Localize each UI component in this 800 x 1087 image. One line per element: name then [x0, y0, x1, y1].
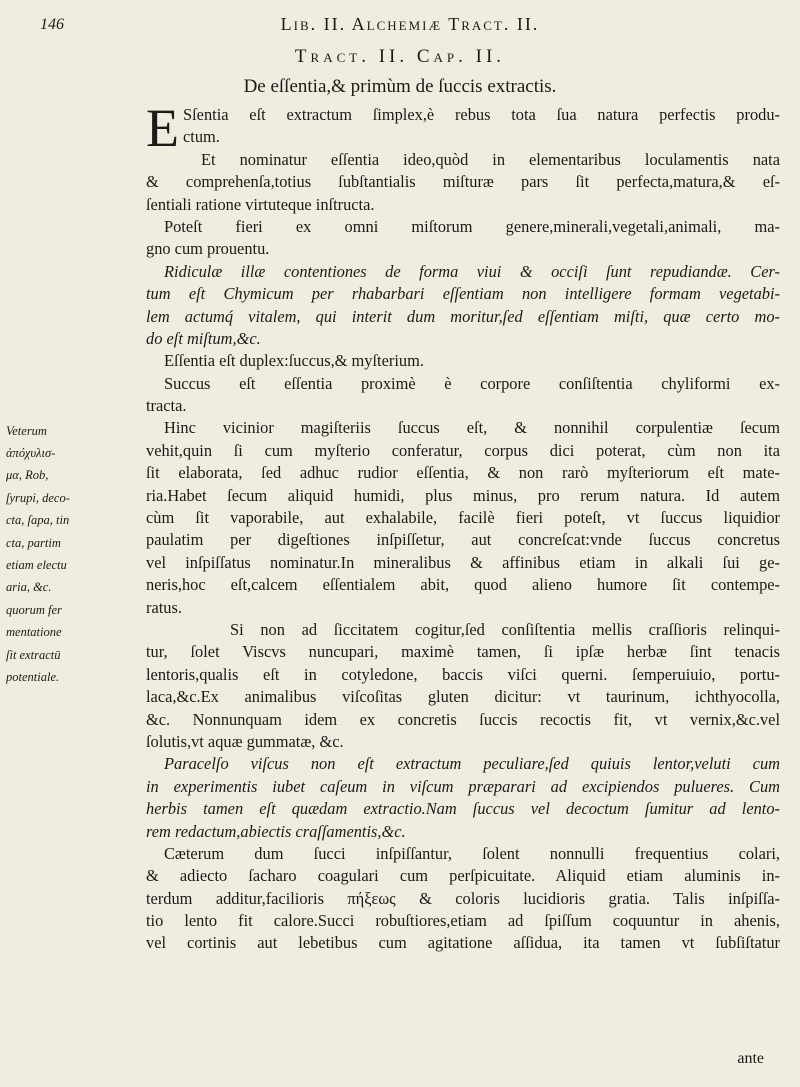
- text-line: in experimentis iubet caſeum in viſcum præparari ad excipiendos pulueres. Cum: [146, 776, 780, 796]
- text-line: paulatim per digeſtiones inſpiſſetur, aut concreſcat:vnde ſuccus concretus: [146, 530, 780, 550]
- margin-note-line: quorum fer: [6, 602, 62, 617]
- text-line-content: Sſentia eſt extractum ſimplex,è rebus tota ſua natura perfectis produ-: [183, 105, 780, 124]
- margin-note-line: μα, Rob,: [6, 468, 49, 483]
- text-line: & comprehenſa,totius ſubſtantialis miſturæ pars ſit perfecta,matura,& eſ-: [146, 172, 780, 192]
- chapter-heading: Tract. II. Cap. II.: [294, 46, 506, 67]
- margin-note-line: ἀπόχυλισ-: [6, 445, 56, 460]
- text-line: [146, 98, 780, 158]
- margin-note-line: ſyrupi, deco-: [6, 490, 70, 505]
- margin-note-line: Veterum: [6, 423, 47, 438]
- text-line: gno cum prouentu.: [146, 239, 270, 259]
- text-line: &c. Nonnunquam idem ex concretis ſuccis recoctis fit, vt vernix,&c.vel: [146, 709, 780, 729]
- text-line: Cæterum dum ſucci inſpiſſantur, ſolent nonnulli frequentius colari,: [164, 843, 780, 863]
- catchword: ante: [737, 1050, 764, 1067]
- text-line: Si non ad ſiccitatem cogitur,ſed conſiſtentia mellis craſſioris relinqui-: [230, 619, 780, 639]
- page-header: [40, 14, 780, 40]
- text-line: Et nominatur eſſentia ideo,quòd in elementaribus loculamentis nata: [201, 149, 780, 169]
- text-line: do eſt miſtum,&c.: [146, 328, 261, 348]
- text-line: tum eſt Chymicum per rhabarbari eſſentiam non intelligere formam vegetabi-: [146, 284, 780, 304]
- text-line: terdum additur,facilioris πήξεως & coloris lucidioris gratia. Talis inſpiſſa-: [146, 888, 780, 908]
- margin-note-line: ſit extractū: [6, 647, 61, 662]
- text-line: Ridiculæ illæ contentiones de forma viui & occiſi ſunt repudiandæ. Cer-: [164, 261, 780, 281]
- text-line: Hinc vicinior magiſteriis ſuccus eſt, & nonnihil corpulentiæ ſecum: [164, 418, 780, 438]
- drop-cap: E: [146, 98, 179, 158]
- text-line: tur, ſolet Viscvs nuncupari, maximè tamen, ſi ipſæ herbæ ſint tenacis: [146, 642, 780, 662]
- text-line: lem actumq́ vitalem, qui interit dum moritur,ſed eſſentiam miſti, quæ certo mo-: [146, 306, 780, 326]
- section-title: De eſſentia,& primùm de ſuccis extractis.: [243, 76, 557, 97]
- text-line: Paracelſo viſcus non eſt extractum peculiare,ſed quiuis lentor,veluti cum: [164, 754, 780, 774]
- margin-note-line: cta, partim: [6, 535, 61, 550]
- text-line: vel cortinis aut lebetibus cum agitatione aſſidua, ita tamen vt ſubſiſtatur: [146, 933, 780, 953]
- text-line: lentoris,qualis eſt in cotyledone, baccis viſci querni. ſemperuiuio, portu-: [146, 664, 780, 684]
- text-line: ria.Habet ſecum aliquid humidi, plus minus, pro rerum natura. Id autem: [146, 485, 780, 505]
- text-line: laca,&c.Ex animalibus viſcoſitas gluten dicitur: vt taurinum, ichthyocolla,: [146, 687, 780, 707]
- margin-note-line: cta, ſapa, tin: [6, 513, 70, 528]
- text-line: ſit elaborata, ſed adhuc rudior eſſentia, & non rarò myſteriorum eſt mate-: [146, 463, 780, 483]
- margin-notes: [6, 420, 144, 689]
- running-head: Lib. II. Alchemiæ Tract. II.: [280, 14, 540, 34]
- text-line: rem redactum,abiectis craſſamentis,&c.: [146, 821, 406, 841]
- text-line: Succus eſt eſſentia proximè è corpore conſiſtentia chyliformi ex-: [164, 373, 780, 393]
- text-line: tracta.: [146, 396, 187, 416]
- margin-note-line: etiam electu: [6, 557, 67, 572]
- text-line: Poteſt fieri ex omni miſtorum genere,minerali,vegetali,animali, ma-: [164, 216, 780, 236]
- text-line: ſolutis,vt aquæ gummatæ, &c.: [146, 731, 344, 751]
- margin-note-line: potentiale.: [6, 669, 60, 684]
- text-line: tio lento fit calore.Succi robuſtiores,etiam ad ſpiſſum coquuntur in ahenis,: [146, 911, 780, 931]
- text-line: neris,hoc eſt,calcem eſſentialem abit, quod alieno humore ſit contempe-: [146, 575, 780, 595]
- text-line: cùm ſit vaporabile, aut exhalabile, facilè fieri poteſt, vt ſuccus liquidior: [146, 508, 780, 528]
- margin-note-line: mentatione: [6, 625, 62, 640]
- text-line: ſentiali ratione virtuteque inſtructa.: [146, 194, 375, 214]
- text-line: ctum.: [183, 127, 220, 147]
- text-line: vehit,quin ſi cum myſterio conferatur, corpus dici poterat, cùm non ita: [146, 440, 780, 460]
- main-text: [146, 98, 780, 955]
- text-line: Eſſentia eſt duplex:ſuccus,& myſterium.: [164, 351, 424, 371]
- text-line: & adiecto ſacharo coagulari cum perſpicuitate. Aliquid etiam aluminis in-: [146, 866, 780, 886]
- margin-note-line: aria, &c.: [6, 580, 52, 595]
- text-line: vel inſpiſſatus nominatur.In mineralibus & affinibus etiam in alkali ſui ge-: [146, 552, 780, 572]
- page-number: 146: [40, 16, 64, 33]
- text-line: ratus.: [146, 597, 182, 617]
- text-line: herbis tamen eſt quædam extractio.Nam ſuccus vel decoctum ſumitur ad lento-: [146, 799, 780, 819]
